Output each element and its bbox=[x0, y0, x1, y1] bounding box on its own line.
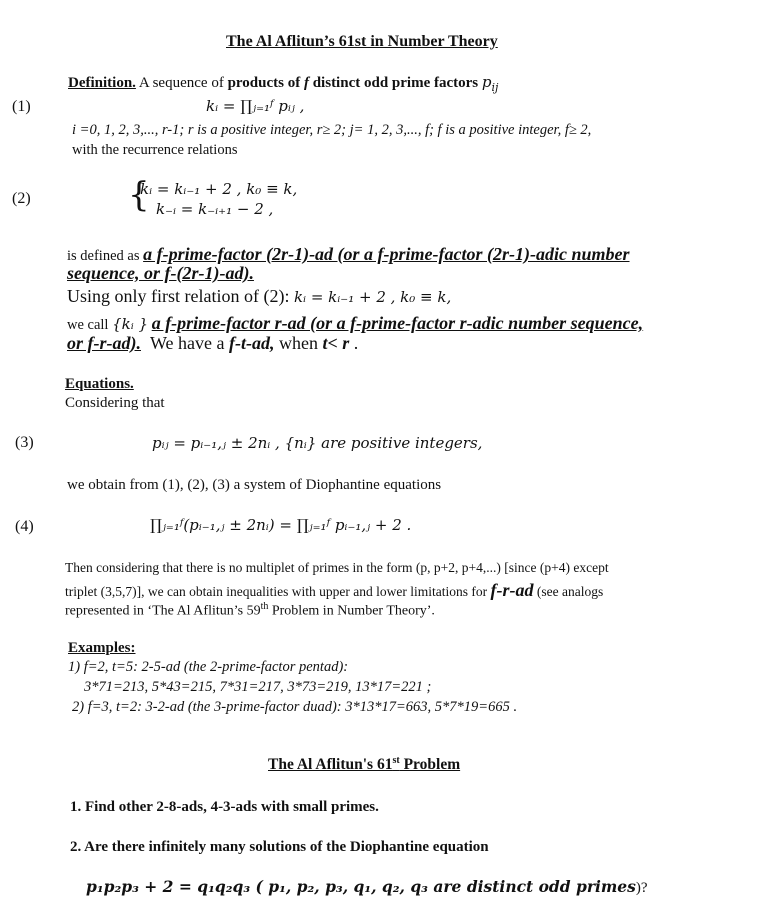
then-line-3-sup: th bbox=[260, 601, 269, 612]
definition-text-b: products of bbox=[227, 75, 304, 91]
definition-text-c: distinct odd prime factors bbox=[308, 75, 482, 91]
then-line-2c: (see analogs bbox=[533, 584, 604, 599]
example-1-head: 1) f=2, t=5: 2-5-ad (the 2-prime-factor pentad): bbox=[68, 659, 349, 675]
defined-as-line bbox=[67, 244, 630, 265]
then-line-2 bbox=[65, 580, 603, 601]
definition-p: p bbox=[481, 73, 492, 91]
then-line-1: Then considering that there is no multiplet of primes in the form (p, p+2, p+4,...) [since (p+4) except bbox=[65, 560, 609, 575]
considering-text: Considering that bbox=[65, 395, 165, 411]
r-ad-line-2 bbox=[67, 333, 358, 354]
we-call-set: {kᵢ } bbox=[112, 315, 149, 333]
definition-f: f bbox=[303, 75, 309, 91]
eq1: kᵢ = ∏ⱼ₌₁ᶠ pᵢⱼ , bbox=[206, 97, 305, 115]
then-line-2a: triplet (3,5,7)], we can obtain inequalities with upper and lower limitations for bbox=[65, 584, 491, 599]
t-lt-r: t< r bbox=[322, 333, 350, 353]
definition-label: Definition. bbox=[68, 75, 136, 91]
definition-conditions: i =0, 1, 2, 3,..., r-1; r is a positive integer, r≥ 2; j= 1, 2, 3,..., f; f is a positive integer, f≥ 2, bbox=[72, 122, 592, 138]
using-only-eq: kᵢ = kᵢ₋₁ + 2 , k₀ ≡ k, bbox=[293, 288, 452, 306]
period: . bbox=[349, 333, 359, 353]
question-1: 1. Find other 2-8-ads, 4-3-ads with small primes. bbox=[70, 799, 379, 815]
eq1-number: (1) bbox=[12, 98, 31, 115]
eq2-brace: { bbox=[128, 175, 150, 215]
question-2: 2. Are there infinitely many solutions of the Diophantine equation bbox=[70, 839, 489, 855]
definition-text-a: A sequence of bbox=[135, 75, 228, 91]
definition-intro bbox=[68, 73, 498, 94]
eq3-number: (3) bbox=[15, 434, 34, 451]
problem-title bbox=[268, 755, 460, 774]
eq2-number: (2) bbox=[12, 190, 31, 207]
eq4: ∏ⱼ₌₁ᶠ(pᵢ₋₁,ⱼ ± 2nᵢ) = ∏ⱼ₌₁ᶠ pᵢ₋₁,ⱼ + 2 . bbox=[150, 516, 412, 534]
problem-title-b: Problem bbox=[399, 756, 461, 774]
we-have-a: We have a bbox=[150, 333, 230, 353]
r-ad-term-1: a f-prime-factor r-ad (or a f-prime-factor r-adic number sequence, bbox=[151, 313, 644, 333]
defined-as-text: is defined as bbox=[67, 248, 144, 264]
question-2-eq: p₁p₂p₃ + 2 = q₁q₂q₃ ( p₁, p₂, p₃, q₁, q₂, q₃ are distinct odd primes bbox=[86, 877, 636, 896]
using-only-line bbox=[67, 286, 451, 307]
examples-label: Examples: bbox=[68, 640, 136, 656]
we-call-line bbox=[67, 313, 643, 334]
using-only-text: Using only first relation of (2): bbox=[67, 286, 294, 306]
example-1-values: 3*71=213, 5*43=215, 7*31=217, 3*73=219, 13*17=221 ; bbox=[84, 679, 432, 695]
eq4-number: (4) bbox=[15, 518, 34, 535]
definition-p-sub: ij bbox=[491, 81, 499, 94]
defined-term-2: sequence, or f-(2r-1)-ad). bbox=[67, 263, 254, 283]
example-2: 2) f=3, t=2: 3-2-ad (the 3-prime-factor duad): 3*13*17=663, 5*7*19=665 . bbox=[72, 699, 518, 715]
recurrence-text: with the recurrence relations bbox=[72, 142, 238, 158]
problem-title-a: The Al Aflitun's 61 bbox=[268, 756, 393, 774]
question-2-end: )? bbox=[635, 880, 648, 896]
problem-title-sup: st bbox=[392, 755, 400, 766]
we-call-text: we call bbox=[67, 317, 113, 333]
equations-label: Equations. bbox=[65, 376, 134, 392]
question-2-equation bbox=[86, 877, 648, 897]
then-line-3a: represented in ‘The Al Aflitun’s 59 bbox=[65, 603, 261, 619]
eq2-line1: kᵢ = kᵢ₋₁ + 2 , k₀ ≡ k, bbox=[140, 180, 298, 198]
obtain-text: we obtain from (1), (2), (3) a system of Diophantine equations bbox=[67, 477, 442, 493]
then-line-3 bbox=[65, 601, 435, 620]
then-line-2b: f-r-ad bbox=[490, 580, 534, 600]
ft-ad: f-t-ad, bbox=[229, 333, 275, 353]
eq3: pᵢⱼ = pᵢ₋₁,ⱼ ± 2nᵢ , {nᵢ} are positive integers, bbox=[152, 434, 483, 452]
defined-term-1: a f-prime-factor (2r-1)-ad (or a f-prime-factor (2r-1)-adic number bbox=[143, 244, 630, 264]
then-line-3b: Problem in Number Theory’. bbox=[268, 603, 435, 619]
eq2-line2: k₋ᵢ = k₋ᵢ₊₁ − 2 , bbox=[156, 200, 274, 218]
r-ad-term-2: or f-r-ad). bbox=[67, 333, 141, 353]
page-title: The Al Aflitun’s 61st in Number Theory bbox=[226, 33, 498, 50]
when-text: when bbox=[274, 333, 323, 353]
